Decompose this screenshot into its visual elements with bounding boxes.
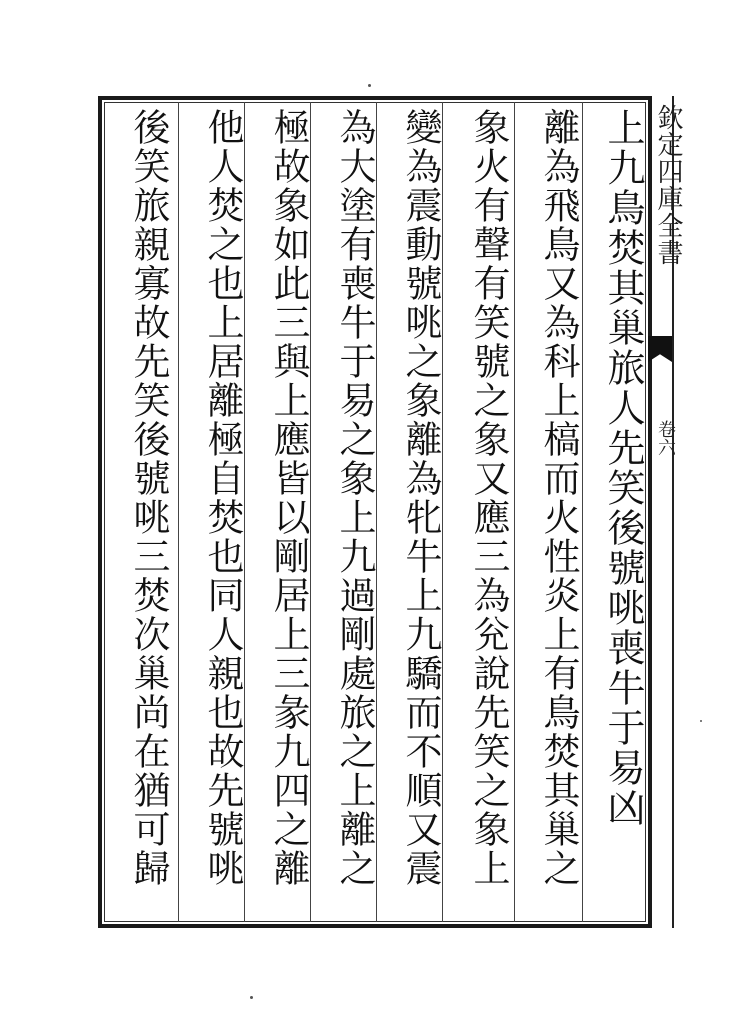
text-column-3: 象火有聲有笑號之象又應三為兊說先笑之象上 <box>467 108 510 888</box>
text-column-4: 變為震動號咷之象離為牝牛上九驕而不順又震 <box>399 108 442 888</box>
margin-volume-label: 卷六 <box>655 420 676 456</box>
text-column-7: 他人焚之也上居離極自焚也同人親也故先號咷 <box>201 108 244 888</box>
text-column-2: 離為飛鳥又為科上槁而火性炎上有鳥焚其巢之 <box>537 108 580 888</box>
text-column-1: 上九鳥焚其巢旅人先笑後號咷喪牛于易凶 <box>601 108 645 828</box>
paper-speck <box>250 996 253 999</box>
text-column-5: 為大塗有喪牛于易之象上九過剛處旅之上離之 <box>333 108 376 888</box>
text-column-6: 極故象如此三與上應皆以剛居上三彖九四之離 <box>267 108 310 888</box>
paper-speck <box>368 84 371 87</box>
column-rule <box>178 102 179 922</box>
margin-book-title: 欽定四庫全書 <box>653 104 683 266</box>
text-column-8: 後笑旅親寡故先笑後號咷三焚次巢尚在猶可歸 <box>127 108 170 888</box>
paper-speck <box>700 720 702 722</box>
